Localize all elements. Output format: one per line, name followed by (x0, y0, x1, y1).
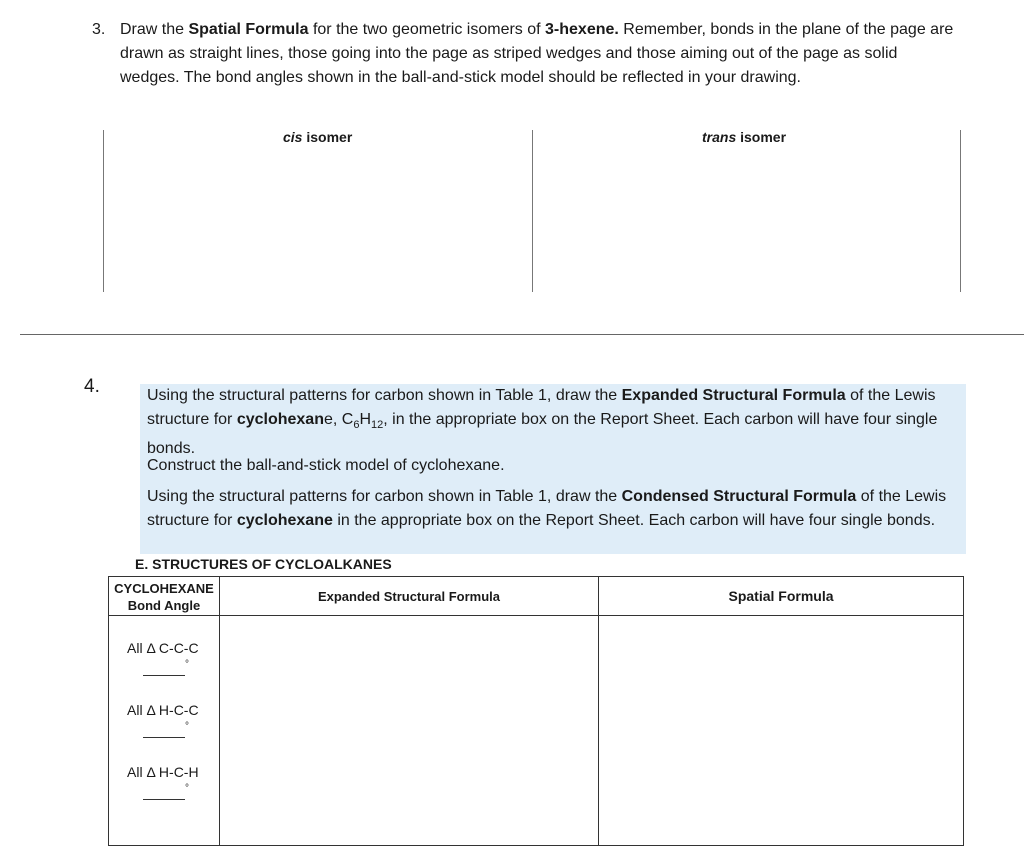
box-divider (532, 130, 533, 292)
degree-symbol: ° (185, 659, 189, 670)
question-4-paragraph-1: Using the structural patterns for carbon shown in Table 1, draw the Expanded Structural Formula of the Lewis structure for cyclohexane, $C_6H_{12}$, in the appropriate box on the Report Sheet. Each carbon will have four single bonds. (147, 387, 938, 458)
cis-box-left-border (103, 130, 104, 292)
question-4-paragraph-3: Using the structural patterns for carbon shown in Table 1, draw the Condensed Structural Formula of the Lewis structure for cyclohexane in the appropriate box on the Report Sheet. Each carbon will have four single bonds. (147, 488, 947, 529)
spatial-formula-header: Spatial Formula (728, 588, 834, 604)
angle-label-hcc: All Δ H-C-C (127, 702, 199, 718)
section-divider (20, 334, 1024, 335)
question-3-text: Draw the Spatial Formula for the two geometric isomers of 3-hexene. Remember, bonds in the plane of the page are drawn as straight lines, those going into the page as striped wedges and those aiming out of the page as solid wedges. The bond angles shown in the ball-and-stick model should be reflected in your drawing. (120, 21, 954, 86)
question-4-number: 4. (84, 376, 100, 397)
expanded-formula-header: Expanded Structural Formula (317, 589, 501, 604)
angle-answer-blank-hcc[interactable] (143, 737, 185, 738)
section-e-heading: E. STRUCTURES OF CYCLOALKANES (135, 556, 392, 572)
angle-label-ccc: All Δ C-C-C (127, 640, 199, 656)
trans-isomer-label: trans isomer (702, 129, 787, 145)
question-3-number: 3. (92, 21, 106, 38)
angle-label-hch: All Δ H-C-H (127, 764, 199, 780)
angle-answer-blank-hch[interactable] (143, 799, 185, 800)
degree-symbol: ° (185, 783, 189, 794)
table-column-divider-2 (598, 577, 599, 845)
cyclohexane-table (108, 576, 964, 846)
table-header-divider (109, 615, 963, 616)
degree-symbol: ° (185, 721, 189, 732)
angle-answer-blank-ccc[interactable] (143, 675, 185, 676)
question-4-paragraph-2: Construct the ball-and-stick model of cyclohexane. (147, 457, 505, 474)
bond-angle-header: CYCLOHEXANE Bond Angle (114, 581, 214, 613)
trans-box-right-border (960, 130, 961, 292)
table-column-divider-1 (219, 577, 220, 845)
cis-isomer-label: cis isomer (283, 129, 353, 145)
